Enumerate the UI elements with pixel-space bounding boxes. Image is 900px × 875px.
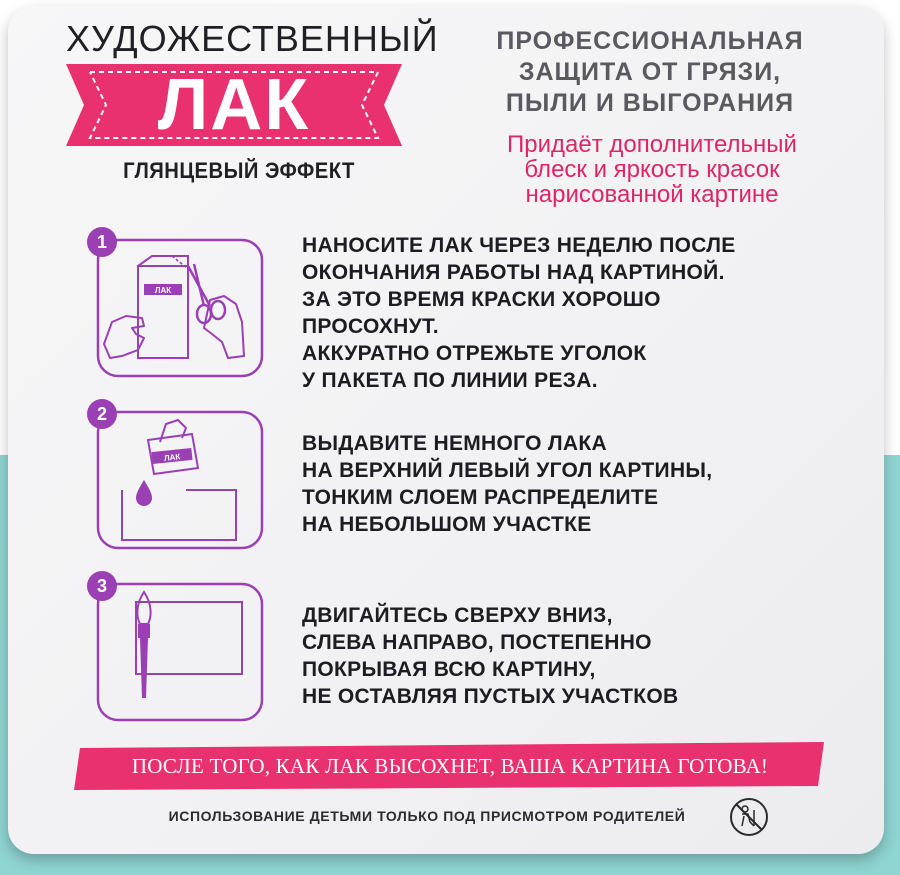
product-name: ЛАК <box>157 65 311 145</box>
step-1-bag-label: ЛАК <box>154 286 172 295</box>
benefit-text: Придаёт дополнительный блеск и яркость красок нарисованной картине <box>507 131 797 208</box>
step-2-bag-label: ЛАК <box>163 452 181 463</box>
product-effect: ГЛЯНЦЕВЫЙ ЭФФЕКТ <box>123 158 355 183</box>
step-3-text: ДВИГАЙТЕСЬ СВЕРХУ ВНИЗ, СЛЕВА НАПРАВО, ПОСТЕПЕННО ПОКРЫВАЯ ВСЮ КАРТИНУ, НЕ ОСТАВЛЯЯ ПУСТЫХ УЧАСТКОВ <box>302 604 679 708</box>
protection-title: ПРОФЕССИОНАЛЬНАЯ ЗАЩИТА ОТ ГРЯЗИ, ПЫЛИ И ВЫГОРАНИЯ <box>496 27 804 117</box>
step-3-illustration <box>82 570 282 725</box>
no-small-children-icon <box>728 796 770 838</box>
step-1-illustration <box>82 226 282 381</box>
product-kicker: ХУДОЖЕСТВЕННЫЙ <box>66 18 439 59</box>
step-2-illustration <box>82 398 282 553</box>
step-1-number: 1 <box>96 232 108 252</box>
step-1-text: НАНОСИТЕ ЛАК ЧЕРЕЗ НЕДЕЛЮ ПОСЛЕ ОКОНЧАНИЯ РАБОТЫ НАД КАРТИНОЙ. ЗА ЭТО ВРЕМЯ КРАСКИ ХОРОШО ПРОСОХНУТ. АККУРАТНО ОТРЕЖЬТЕ УГОЛОК У ПАКЕТА ПО ЛИНИИ РЕЗА. <box>302 234 736 392</box>
ready-banner-text: ПОСЛЕ ТОГО, КАК ЛАК ВЫСОХНЕТ, ВАША КАРТИНА ГОТОВА! <box>131 754 769 778</box>
step-2-number: 2 <box>96 404 108 424</box>
step-3-number: 3 <box>96 576 108 596</box>
step-2-text: ВЫДАВИТЕ НЕМНОГО ЛАКА НА ВЕРХНИЙ ЛЕВЫЙ УГОЛ КАРТИНЫ, ТОНКИМ СЛОЕМ РАСПРЕДЕЛИТЕ НА НЕБОЛЬШОМ УЧАСТКЕ <box>302 432 713 536</box>
age-warning-text: ИСПОЛЬЗОВАНИЕ ДЕТЬМИ ТОЛЬКО ПОД ПРИСМОТРОМ РОДИТЕЛЕЙ <box>168 808 686 824</box>
